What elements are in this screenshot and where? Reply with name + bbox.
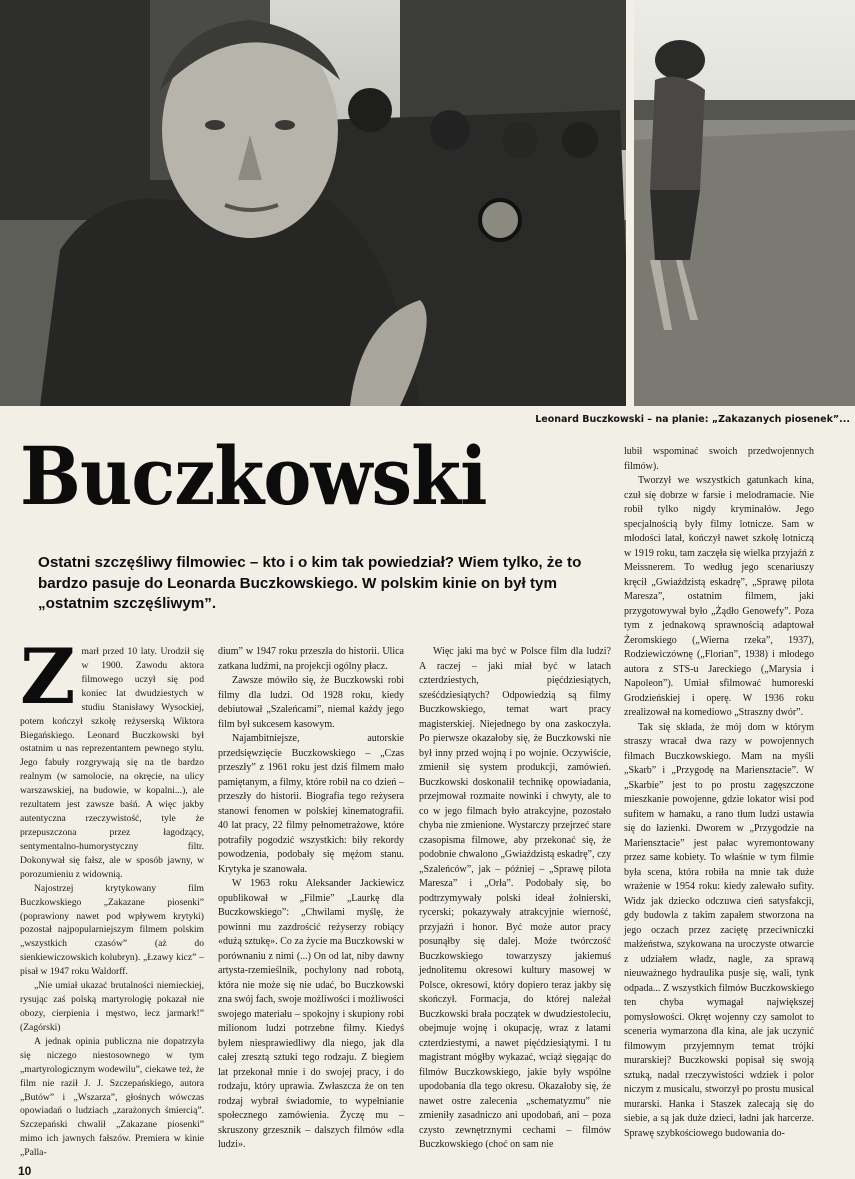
- text-column-3: [419, 645, 611, 1153]
- article-headline: Buczkowski: [20, 429, 487, 523]
- paragraph: Więc jaki ma być w Polsce film dla ludzi? A raczej – jaki miał być w latach czterdziestych, pięćdziesiątych, sześćdziesiątych? Odpowiedzią są filmy Buczkowskiego, temat wart pracy magisterskiej. Niejednego by ona zaskoczyła. Po pierwsze okazałoby się, że Buczkowski nie był inny przed wojną i po wojnie. Oczywiście, zmienił się system produkcji, zamówień. Buczkowski doskonalił technikę opowiadania, przejmował rozmaite nowinki i chwyty, ale to co w jego filmach było atrakcyjne, pozostało chyba nie zmienione. Wystarczy przejrzeć stare czasopisma filmowe, aby przekonać się, że podobnie chwalono „Gwiaździstą eskadrę”, czy „Szaleńców”, jak – później – „Sprawę pilota Maresza” i „Orła”. Podobały się, bo podtrzymywały polski ideał żołnierski, rycerski; pokazywały atrakcyjnie wierność, przyjaźń i honor. Być może autor pracy posunąłby się dalej. Może twórczość Buczkowskiego towarzyszy jakiemuś jednolitemu okresowi kultury masowej w Polsce, okresowi, który dopiero teraz jakby się skończył. Formacja, do której należał Buczkowski brała początek w dwudziestoleciu, obejmuje wojnę i okupację, wraz z latami czterdziestymi, a nawet pięćdziesiątymi. I tu magistrant mógłby wykazać, wciąż sięgając do filmów Buczkowskiego, jakie były wspólne upodobania dla tego okresu. Okazałoby się, że nawet ostre zalecenia „schematyzmu” nie zmieniły zasadniczo ani upodobań, ani – poza czysto zewnętrznymi cechami – filmów Buczkowskiego (choć on sam nie: [419, 646, 611, 1150]
- paragraph: „Nie umiał ukazać brutalności niemieckiej, rysując zaś polską martyrologię pokazał nie obozy, cierpienia i męstwo, lecz jarmark!” (Zagórski): [20, 980, 204, 1033]
- paragraph: marł przed 10 laty. Urodził się w 1900. Zawodu aktora filmowego uczył się pod koniec lat dwudziestych w studiu Stanisławy Wysockiej, potem kończył szkołę reżyserską Wiktora Biegańskiego. Leonard Buczkowski był ostatnim u nas reprezentantem pewnego stylu. Jego fabuły rozgrywają się na tle bardzo realnym (w samolocie, na okręcie, na ulicy warszawskiej, na budowie, w kopalni...), ale rezultatem jest zawsze baśń. A więc jakby autentyczna rzeczywistość, tyle że przepuszczona przez łagodzący, sentymentalno-humorystyczny filtr. Dokonywał się fałsz, ale w sposób jawny, w porozumieniu z widownią.: [20, 646, 204, 880]
- paragraph: dium” w 1947 roku przeszła do historii. Ulica zatkana ludźmi, na projekcji ogólny płacz.: [218, 646, 404, 672]
- page-number: 10: [18, 1164, 32, 1178]
- photo-caption: Leonard Buczkowski – na planie: „Zakazanych piosenek”...: [535, 414, 850, 425]
- paragraph: A jednak opinia publiczna nie dopatrzyła się niczego niestosownego w tym „martyrologicznym wodewilu”, ciekawe też, że film nie raził J. J. Szczepańskiego, autora „Butów” i „Wszarza”, głośnych wówczas opowiadań o ludziach „zarażonych śmiercią”. Szczepański chwalił „Zakazane piosenki” mimo ich jawnych fałszów. Premiera w kinie „Palla-: [20, 1035, 204, 1159]
- text-column-1: [20, 632, 204, 1160]
- paragraph: Tak się składa, że mój dom w którym straszy wracał dwa razy w powojennych filmach Buczkowskiego. Mam na myśli „Skarb” i „Przygodę na Mariensztacie”. W „Skarbie” jest to po prostu zagęszczone mieszkanie powojenne, gdzie lokator wisi pod sufitem w hamaku, a rano tłum ludzi ustawia się do łazienki. Dworem w „Przygodzie na Mariensztacie” jest pałac wyremontowany przez same kobiety. To właśnie w tym filmie była scena, która robiła na mnie tak duże wrażenie w 1954 roku: kiedy zalewało sufity. Widz jak dziecko odczuwa cień satysfakcji, gdy budowla z takim zapałem stworzona na jego oczach przez zaciętę przeciwniczki małżeństwa, szykowana na uroczyste otwarcie z udziałem władz, nagle, za sprawą nieuważnego hydraulika pusje się, wali, tynk odpada... Z wszystkich filmów Buczkowskiego ten chyba wymagał największej pomysłowości. Okręt wojenny czy samolot to sceneria wymarzona dla kina, ale jak uczynić filmowym przyjemnym temat trójki murarskiej? Buczkowski popisał się swoją sztuką, nadał rzeczywistości wdziek i polor niczym z musicalu, stworzył po prostu musical murarski. Hanka i Staszek zalecają się do siebie, a są jak duże dzieci, ładni jak harcerze. Sprawę szybkościowego budowania do-: [624, 721, 814, 1139]
- paragraph: Zawsze mówiło się, że Buczkowski robi filmy dla ludzi. Od 1928 roku, kiedy debiutował „Szaleńcami”, niemal każdy jego film był sukcesem kasowym.: [218, 675, 404, 730]
- paragraph: W 1963 roku Aleksander Jackiewicz opublikował w „Filmie” „Laurkę dla Buczkowskiego”: „Chwilami myślę, że powinni mu zazdrościć reżyserzy robiący «dużą sztukę». Co za życie ma Buczkowski w porównaniu z nimi (...) On od lat, niby dawny artysta-rzemieślnik, pochylony nad robotą, która nie może się nie udać, bo Buczkowski zna swój fach, swoje możliwości i możliwości swojego materiału – spokojny i skupiony robi milionom ludzi potrzebne filmy. Kiedyś byłem niesprawiedliwy dla niego, jak dla całej zresztą sztuki tego rodzaju. Z biegiem lat przekonał mnie i do swojej pracy, i do rodzaju, który uprawia. Zwłaszcza że on ten rodzaj wybrał świadomie, to wypełnianie społecznego zamówienia. Życzę mu – skruszony grzesznik – dalszych filmów «dla ludzi».: [218, 878, 404, 1150]
- drop-cap: Z: [20, 632, 76, 721]
- hero-photo: [0, 0, 855, 406]
- paragraph: Najambitniejsze, autorskie przedsięwzięcie Buczkowskiego – „Czas przeszły” z 1961 roku jest dziś filmem mało pamiętanym, a filmy, które robił na co dzień – przeszły do historii. Biografia tego reżysera stanowi fenomen w polskiej kinematografii. 40 lat pracy, 22 filmy pełnometrażowe, które potrafiły pogodzić wszystkich: biły rekordy powodzenia, podobały się mężom stanu. Krytyka je szanowała.: [218, 733, 404, 875]
- paragraph: lubił wspominać swoich przedwojennych filmów).: [624, 446, 814, 472]
- paragraph: Tworzył we wszystkich gatunkach kina, czuł się dobrze w farsie i melodramacie. Nie robił tylko nigdy kryminałów. Jego specjalnością były filmy lotnicze. Sam w młodości latał, kończył nawet szkołę lotniczą w 1919 roku, tam zaczęła się wielka przyjaźń z Meissnerem. To według jego scenariuszy kręcił „Gwiaździstą eskadrę”, „Sprawę pilota Maresza”, ostatnim filmem, jaki przygotowywał było „Żądło Genowefy”. Poza tym z jednakową sprawnością adaptował Żeromskiego („Wierna rzeka”, 1937), Rodziewiczównę („Florian”, 1938) i młodego autora z STS-u Jareckiego („Marysia i Napoleon”). Umiał sfilmować humoreski Grodzieńskiej i operę. W 1936 roku zrealizował na komediowo „Straszny dwór”.: [624, 475, 814, 718]
- paragraph: Najostrzej krytykowany film Buczkowskiego „Zakazane piosenki” (poprawiony nawet pod wpływem krytyki) pozostał najpopularniejszym filmem polskim „wszystkich czasów” (aż do sienkiewiczowskich kolubryn). „Łzawy kicz” – pisał w 1947 roku Waldorff.: [20, 882, 204, 978]
- text-column-2: [218, 645, 404, 1153]
- film-set-photo: [0, 0, 855, 406]
- text-column-4: [624, 445, 814, 1141]
- article-lead: Ostatni szczęśliwy filmowiec – kto i o kim tak powiedział? Wiem tylko, że to bardzo pasuje do Leonarda Buczkowskiego. W polskim kinie on był tym „ostatnim szczęśliwym”.: [38, 554, 582, 613]
